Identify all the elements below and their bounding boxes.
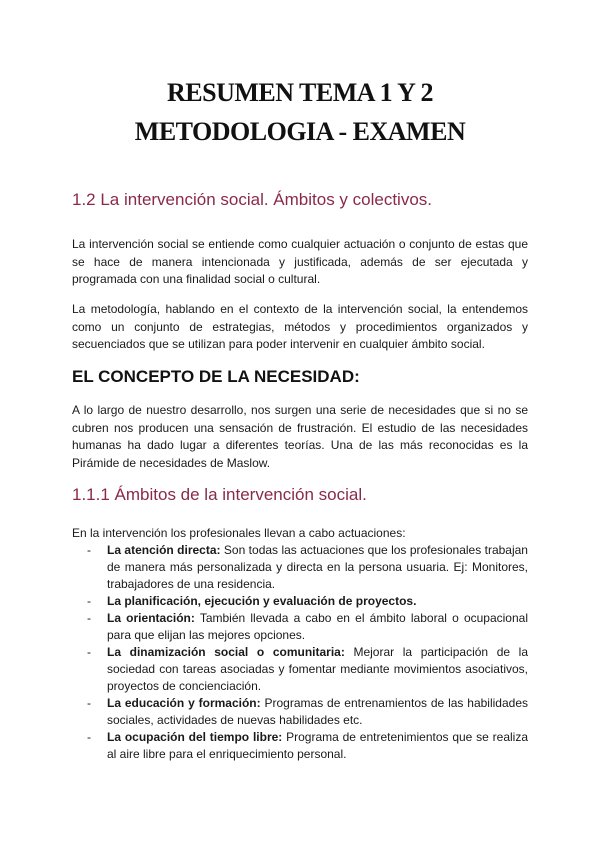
paragraph-intervencion-definicion: La intervención social se entiende como cualquier actuación o conjunto de estas que se hace de manera intencionada y justificada, además de ser ejecutada y programada con una finalidad social o cultural. <box>72 237 528 286</box>
list-item-text: Programas de entrenamientos de las habilidades sociales, actividades de nuevas habilidades etc. <box>107 696 528 727</box>
ambitos-list <box>72 542 528 763</box>
document-title-line2: METODOLOGIA - EXAMEN <box>134 117 466 146</box>
list-item-text: Programa de entretenimientos que se realiza al aire libre para el enriquecimiento personal. <box>107 730 528 761</box>
list-item <box>72 542 528 593</box>
section-heading-ambitos: 1.1.1 Ámbitos de la intervención social. <box>72 485 367 504</box>
list-item <box>72 593 528 610</box>
list-item <box>72 610 528 644</box>
section-heading-intervencion: 1.2 La intervención social. Ámbitos y colectivos. <box>72 190 433 209</box>
list-item <box>72 644 528 695</box>
list-item-term: La educación y formación: <box>107 696 261 710</box>
list-item-text: Mejorar la participación de la sociedad con tareas asociadas y fomentar mediante movimientos asociativos, proyectos de concienciación. <box>107 645 528 693</box>
bullet-dash: - <box>87 645 91 659</box>
list-item-text: Son todas las actuaciones que los profesionales trabajan de manera más personalizada y directa en la persona usuaria. Ej: Monitores, trabajadores de una residencia. <box>107 543 528 591</box>
list-item <box>72 729 528 763</box>
list-item-term: La atención directa: <box>107 543 221 557</box>
bullet-dash: - <box>87 543 91 557</box>
paragraph-ambitos-intro: En la intervención los profesionales llevan a cabo actuaciones: <box>72 526 406 540</box>
document-title-line1: RESUMEN TEMA 1 Y 2 <box>167 78 433 107</box>
list-item-term: La planificación, ejecución y evaluación de proyectos. <box>107 594 417 608</box>
bullet-dash: - <box>87 611 91 625</box>
list-item-term: La dinamización social o comunitaria: <box>107 645 345 659</box>
list-item <box>72 695 528 729</box>
section-heading-necesidad: EL CONCEPTO DE LA NECESIDAD: <box>72 367 360 386</box>
paragraph-necesidad: A lo largo de nuestro desarrollo, nos surgen una serie de necesidades que si no se cubren nos producen una sensación de frustración. El estudio de las necesidades humanas ha dado lugar a diferentes teorías. Una de las más reconocidas es la Pirámide de necesidades de Maslow. <box>72 403 528 470</box>
bullet-dash: - <box>87 594 91 608</box>
list-item-text: También llevada a cabo en el ámbito laboral o ocupacional para que elijan las mejores opciones. <box>107 611 528 642</box>
paragraph-metodologia: La metodología, hablando en el contexto de la intervención social, la entendemos como un conjunto de estrategias, métodos y procedimientos organizados y secuenciados que se utilizan para poder intervenir en cualquier ámbito social. <box>72 302 528 351</box>
bullet-dash: - <box>87 696 91 710</box>
list-item-term: La orientación: <box>107 611 195 625</box>
list-item-term: La ocupación del tiempo libre: <box>107 730 283 744</box>
bullet-dash: - <box>87 730 91 744</box>
